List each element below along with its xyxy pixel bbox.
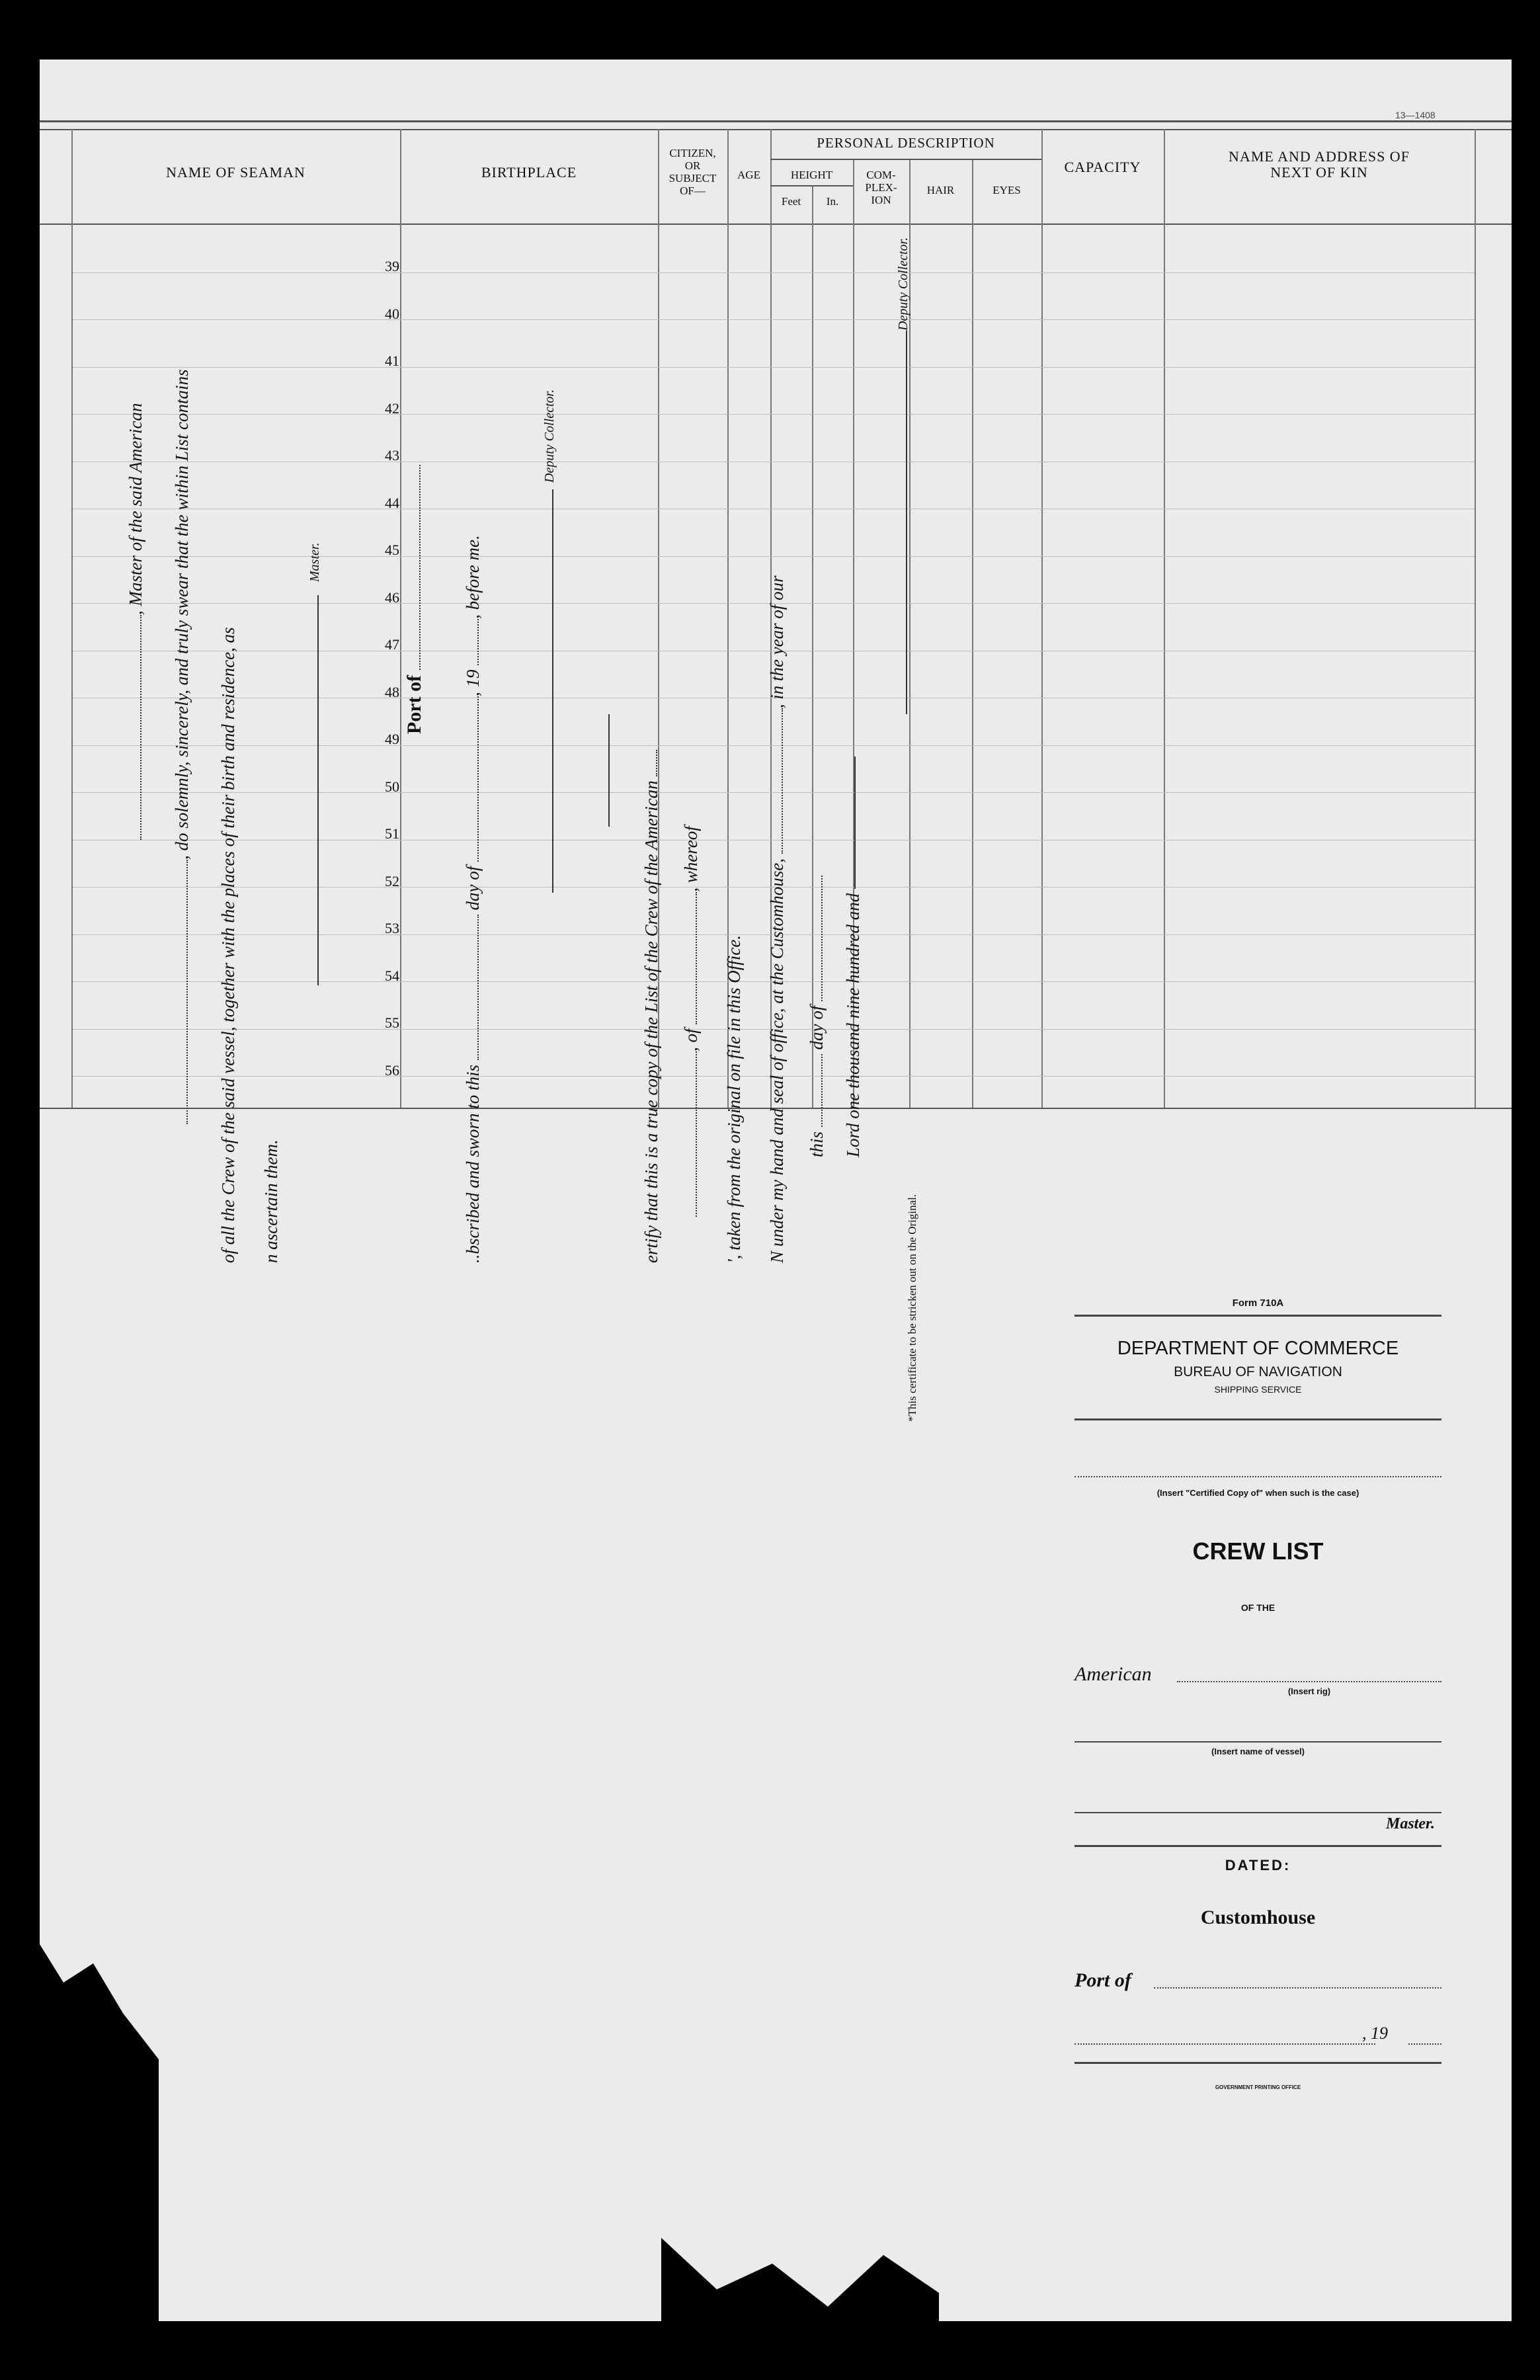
certified-copy-fill[interactable] xyxy=(1074,1476,1441,1477)
header-height: HEIGHT xyxy=(790,169,833,181)
row-number: 45 xyxy=(385,542,399,558)
table-row xyxy=(73,272,1475,273)
certify-line-6 xyxy=(843,757,864,1157)
header-personal-description: PERSONAL DESCRIPTION xyxy=(817,135,995,151)
table-top-rule xyxy=(40,120,1512,122)
header-hair: HAIR xyxy=(926,184,955,196)
col-line xyxy=(400,129,401,1108)
day-fill[interactable] xyxy=(477,915,479,1060)
table-row xyxy=(73,414,1475,415)
customhouse-fill[interactable] xyxy=(782,708,783,854)
deputy-signature-line-2[interactable] xyxy=(906,331,907,714)
year-text: , 19 xyxy=(463,669,483,696)
header-next-of-kin xyxy=(1164,149,1475,181)
oath-line-4: n ascertain them. xyxy=(261,1139,281,1263)
cover-department: DEPARTMENT OF COMMERCE xyxy=(1117,1338,1399,1359)
vessel-name-line[interactable] xyxy=(1074,1741,1441,1743)
of-text: , of xyxy=(681,1028,701,1051)
oath-text: , do solemnly, sincerely, and truly swear that the within List contains xyxy=(172,369,192,860)
certify-line-5 xyxy=(807,876,827,1157)
oath-fill[interactable] xyxy=(186,860,188,1124)
header-eyes: EYES xyxy=(993,184,1021,196)
separator-line xyxy=(608,714,610,827)
row-number: 43 xyxy=(385,447,399,464)
home-port-fill[interactable] xyxy=(696,892,697,1024)
this-text: this xyxy=(807,1131,827,1157)
cover-bureau: BUREAU OF NAVIGATION xyxy=(1174,1364,1342,1379)
table-top-rule-2 xyxy=(40,129,1512,130)
oath-line-1 xyxy=(126,403,146,840)
rig-fill[interactable] xyxy=(1177,1681,1441,1682)
port-fill[interactable] xyxy=(1154,1987,1441,1989)
subscribed-text: ..bscribed and sworn to this xyxy=(463,1064,483,1263)
cover-rule xyxy=(1074,1418,1441,1420)
row-number: 55 xyxy=(385,1014,399,1031)
cover-top-rule xyxy=(1074,1315,1441,1317)
cert-year-fill[interactable] xyxy=(854,757,856,889)
certify-text: ertify that this is a true copy of the List of the Crew of the American xyxy=(641,780,661,1263)
row-number: 44 xyxy=(385,494,399,511)
table-row xyxy=(73,367,1475,368)
day-of-text: day of xyxy=(807,1005,827,1050)
cover-insert-certified: (Insert "Certified Copy of" when such is the case) xyxy=(1156,1488,1359,1498)
cover-year: , 19 xyxy=(1362,2024,1388,2043)
header-complexion-line: COM- xyxy=(866,169,896,181)
cover-bottom-rule xyxy=(1074,2062,1441,2064)
cover-rule xyxy=(1074,1845,1441,1847)
certify-text: , in the year of our xyxy=(767,575,787,709)
subscribed-line xyxy=(463,535,483,1263)
master-signature-line[interactable] xyxy=(317,595,319,985)
cover-dated: DATED: xyxy=(1225,1857,1291,1873)
cover-customhouse: Customhouse xyxy=(1200,1907,1316,1928)
row-number: 41 xyxy=(385,352,399,369)
header-bottom-rule xyxy=(40,224,1512,225)
cover-master-label: Master. xyxy=(1385,1815,1435,1832)
cert-month-fill[interactable] xyxy=(821,876,823,1001)
row-number: 39 xyxy=(385,258,399,274)
header-complexion-line: PLEX- xyxy=(865,181,897,194)
deputy-collector-label-1: Deputy Collector. xyxy=(542,389,557,483)
col-line xyxy=(1475,129,1476,1108)
master-label: Master. xyxy=(307,542,322,582)
header-age: AGE xyxy=(737,169,760,181)
header-citizen-line: OF— xyxy=(680,185,706,197)
whereof-text: , whereof xyxy=(681,826,701,892)
row-number: 53 xyxy=(385,920,399,936)
col-line xyxy=(71,129,73,1108)
row-number: 40 xyxy=(385,305,399,322)
header-next-of-kin-line: NAME AND ADDRESS OF xyxy=(1229,148,1410,165)
cover-form-number: Form 710A xyxy=(1232,1297,1284,1309)
header-capacity: CAPACITY xyxy=(1064,159,1141,175)
oath-line-2 xyxy=(172,370,192,1124)
before-me-text: , before me. xyxy=(463,535,483,619)
row-number: 56 xyxy=(385,1061,399,1079)
row-number: 42 xyxy=(385,399,399,417)
form-number-top: 13—1408 xyxy=(1395,110,1436,120)
header-birthplace: BIRTHPLACE xyxy=(481,164,577,181)
cover-of-the: OF THE xyxy=(1240,1602,1276,1613)
cover-insert-rig: (Insert rig) xyxy=(1287,1686,1331,1696)
header-complexion xyxy=(853,169,909,206)
header-feet: Feet xyxy=(781,195,801,208)
row-number: 54 xyxy=(385,967,399,984)
header-name-of-seaman: NAME OF SEAMAN xyxy=(166,164,305,181)
table-row xyxy=(73,319,1475,320)
oath-text: , Master of the said American xyxy=(126,403,145,615)
year-fill[interactable] xyxy=(1408,2043,1441,2045)
height-rule xyxy=(770,185,853,186)
date-fill[interactable] xyxy=(1074,2043,1375,2045)
personal-description-rule xyxy=(770,159,1041,160)
col-line xyxy=(1041,129,1043,1108)
header-citizen-line: SUBJECT xyxy=(669,172,717,185)
rig-fill[interactable] xyxy=(696,1051,697,1217)
certify-line-4 xyxy=(767,575,788,1263)
header-citizen-line: OR xyxy=(684,159,701,172)
certify-line-1 xyxy=(641,750,662,1263)
cover-american: American xyxy=(1074,1663,1152,1685)
port-fill[interactable] xyxy=(419,465,421,670)
deputy-signature-line-1[interactable] xyxy=(552,489,553,893)
port-line xyxy=(403,465,426,734)
row-number: 52 xyxy=(385,872,399,889)
vessel-fill[interactable] xyxy=(656,750,657,776)
header-complexion-line: ION xyxy=(871,194,891,206)
row-number: 47 xyxy=(385,636,399,653)
header-next-of-kin-line: NEXT OF KIN xyxy=(1270,164,1368,181)
certify-line-2 xyxy=(681,826,702,1217)
col-line xyxy=(1164,129,1165,1108)
certify-text: Lord one thousand nine hundred and xyxy=(843,893,863,1157)
header-citizen xyxy=(658,147,727,197)
header-inches: In. xyxy=(826,195,839,208)
month-fill[interactable] xyxy=(477,696,479,862)
certify-line-3: ', taken from the original on file in this Office. xyxy=(724,935,744,1263)
cover-printer: GOVERNMENT PRINTING OFFICE xyxy=(1215,2084,1301,2090)
cover-service: SHIPPING SERVICE xyxy=(1214,1384,1302,1395)
port-label: Port of xyxy=(403,675,425,734)
year-fill[interactable] xyxy=(477,619,479,665)
row-number: 48 xyxy=(385,683,399,700)
cover-insert-name: (Insert name of vessel) xyxy=(1211,1746,1305,1756)
row-number: 51 xyxy=(385,825,399,842)
cert-day-fill[interactable] xyxy=(821,1054,823,1127)
row-number: 49 xyxy=(385,731,399,747)
row-number: 46 xyxy=(385,589,399,606)
deputy-collector-label-2: Deputy Collector. xyxy=(896,237,911,331)
footnote: *This certificate to be stricken out on the Original. xyxy=(906,1194,918,1422)
certify-text: N under my hand and seal of office, at the Customhouse, xyxy=(767,858,787,1263)
cover-title: CREW LIST xyxy=(1192,1538,1324,1565)
table-row xyxy=(73,556,1475,557)
oath-line-3: of all the Crew of the said vessel, together with the places of their birth and residence, as xyxy=(218,627,238,1263)
header-citizen-line: CITIZEN, xyxy=(669,147,716,159)
col-line xyxy=(972,159,973,1108)
day-of-text: day of xyxy=(463,866,483,911)
row-number: 50 xyxy=(385,778,399,795)
master-name-fill[interactable] xyxy=(140,615,142,840)
cover-port-of: Port of xyxy=(1074,1969,1131,1991)
master-line[interactable] xyxy=(1074,1812,1441,1813)
